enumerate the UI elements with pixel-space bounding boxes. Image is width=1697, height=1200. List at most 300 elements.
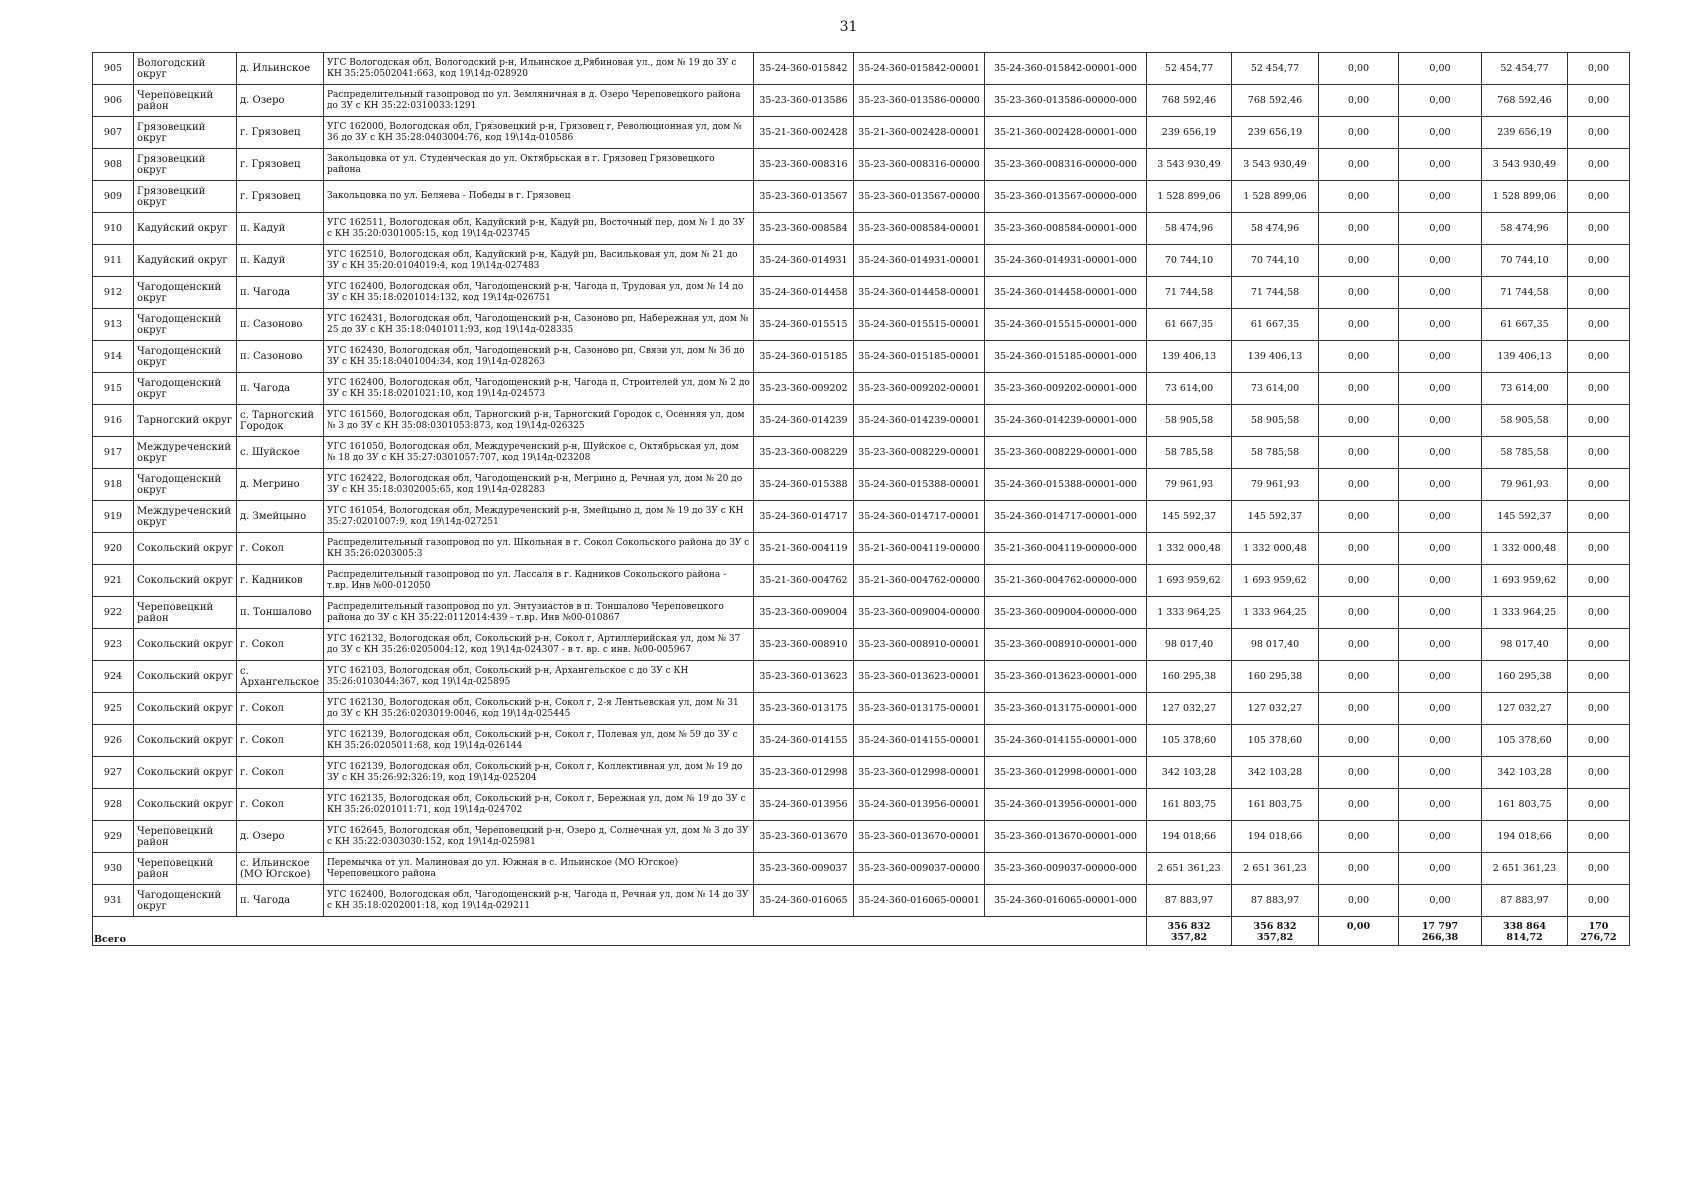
locality-cell: г. Кадников bbox=[237, 565, 324, 597]
district-cell: Грязовецкий округ bbox=[134, 181, 237, 213]
value-cell: 71 744,58 bbox=[1232, 277, 1319, 309]
locality-cell: с. Тарногский Городок bbox=[237, 405, 324, 437]
table-row bbox=[93, 725, 1630, 757]
code-cell: 35-24-360-015388 bbox=[754, 469, 854, 501]
page-number: 31 bbox=[839, 19, 858, 35]
district-cell: Чагодощенский округ bbox=[134, 277, 237, 309]
value-cell: 73 614,00 bbox=[1147, 373, 1232, 405]
code-cell: 35-23-360-009004-00000-000 bbox=[985, 597, 1147, 629]
description-cell: УГС 162103, Вологодская обл, Сокольский р-н, Архангельское с до ЗУ с КН 35:26:0103044:367, код 19\14д-025895 bbox=[324, 661, 754, 693]
code-cell: 35-23-360-009202 bbox=[754, 373, 854, 405]
description-cell: УГС 162132, Вологодская обл, Сокольский р-н, Сокол г, Артиллерийская ул, дом № 37 до ЗУ с КН 35:26:0205004:12, код 19\14д-024307 - в т. вр. с инв. №00-005967 bbox=[324, 629, 754, 661]
value-cell: 71 744,58 bbox=[1147, 277, 1232, 309]
value-cell: 0,00 bbox=[1399, 629, 1482, 661]
value-cell: 0,00 bbox=[1399, 277, 1482, 309]
total-value-cell: 0,00 bbox=[1319, 917, 1399, 946]
code-cell: 35-24-360-015185 bbox=[754, 341, 854, 373]
district-cell: Кадуйский округ bbox=[134, 213, 237, 245]
code-cell: 35-24-360-015515 bbox=[754, 309, 854, 341]
value-cell: 0,00 bbox=[1568, 725, 1630, 757]
table-row bbox=[93, 309, 1630, 341]
description-cell: УГС 161054, Вологодская обл, Междуреченский р-н, Змейцыно д, дом № 19 до ЗУ с КН 35:27:0201007:9, код 19\14д-027251 bbox=[324, 501, 754, 533]
value-cell: 0,00 bbox=[1319, 373, 1399, 405]
value-cell: 0,00 bbox=[1568, 501, 1630, 533]
code-cell: 35-24-360-015842-00001-000 bbox=[985, 53, 1147, 85]
value-cell: 58 474,96 bbox=[1147, 213, 1232, 245]
code-cell: 35-24-360-015388-00001 bbox=[854, 469, 985, 501]
value-cell: 1 333 964,25 bbox=[1482, 597, 1568, 629]
code-cell: 35-24-360-014458-00001 bbox=[854, 277, 985, 309]
code-cell: 35-23-360-013623-00001 bbox=[854, 661, 985, 693]
code-cell: 35-24-360-016065-00001 bbox=[854, 885, 985, 917]
value-cell: 87 883,97 bbox=[1482, 885, 1568, 917]
value-cell: 3 543 930,49 bbox=[1232, 149, 1319, 181]
description-cell: УГС 162139, Вологодская обл, Сокольский р-н, Сокол г, Полевая ул, дом № 59 до ЗУ с КН 35:26:0205011:68, код 19\14д-026144 bbox=[324, 725, 754, 757]
row-number-cell: 922 bbox=[93, 597, 134, 629]
code-cell: 35-23-360-008910-00001 bbox=[854, 629, 985, 661]
code-cell: 35-23-360-009037 bbox=[754, 853, 854, 885]
value-cell: 0,00 bbox=[1319, 277, 1399, 309]
code-cell: 35-23-360-008584-00001 bbox=[854, 213, 985, 245]
value-cell: 1 528 899,06 bbox=[1147, 181, 1232, 213]
value-cell: 0,00 bbox=[1568, 149, 1630, 181]
code-cell: 35-21-360-002428-00001-000 bbox=[985, 117, 1147, 149]
value-cell: 160 295,38 bbox=[1482, 661, 1568, 693]
value-cell: 145 592,37 bbox=[1232, 501, 1319, 533]
value-cell: 1 693 959,62 bbox=[1147, 565, 1232, 597]
row-number-cell: 906 bbox=[93, 85, 134, 117]
table-row bbox=[93, 693, 1630, 725]
value-cell: 0,00 bbox=[1319, 725, 1399, 757]
value-cell: 0,00 bbox=[1568, 469, 1630, 501]
row-number-cell: 924 bbox=[93, 661, 134, 693]
code-cell: 35-23-360-013670-00001 bbox=[854, 821, 985, 853]
code-cell: 35-24-360-014239-00001 bbox=[854, 405, 985, 437]
code-cell: 35-24-360-014931 bbox=[754, 245, 854, 277]
value-cell: 0,00 bbox=[1568, 277, 1630, 309]
value-cell: 160 295,38 bbox=[1232, 661, 1319, 693]
value-cell: 58 785,58 bbox=[1482, 437, 1568, 469]
code-cell: 35-24-360-014931-00001-000 bbox=[985, 245, 1147, 277]
district-cell: Сокольский округ bbox=[134, 789, 237, 821]
locality-cell: г. Сокол bbox=[237, 757, 324, 789]
district-cell: Грязовецкий округ bbox=[134, 117, 237, 149]
value-cell: 145 592,37 bbox=[1482, 501, 1568, 533]
value-cell: 61 667,35 bbox=[1147, 309, 1232, 341]
locality-cell: г. Грязовец bbox=[237, 149, 324, 181]
code-cell: 35-24-360-015388-00001-000 bbox=[985, 469, 1147, 501]
table-row bbox=[93, 629, 1630, 661]
code-cell: 35-24-360-014931-00001 bbox=[854, 245, 985, 277]
value-cell: 2 651 361,23 bbox=[1147, 853, 1232, 885]
code-cell: 35-24-360-015842 bbox=[754, 53, 854, 85]
value-cell: 0,00 bbox=[1319, 117, 1399, 149]
value-cell: 70 744,10 bbox=[1482, 245, 1568, 277]
table-row bbox=[93, 373, 1630, 405]
code-cell: 35-23-360-008584 bbox=[754, 213, 854, 245]
table-row bbox=[93, 533, 1630, 565]
description-cell: УГС 162422, Вологодская обл, Чагодощенский р-н, Мегрино д, Речная ул, дом № 20 до ЗУ с КН 35:18:0302005:65, код 19\14д-028283 bbox=[324, 469, 754, 501]
locality-cell: п. Кадуй bbox=[237, 213, 324, 245]
value-cell: 0,00 bbox=[1399, 341, 1482, 373]
locality-cell: д. Озеро bbox=[237, 85, 324, 117]
row-number-cell: 917 bbox=[93, 437, 134, 469]
district-cell: Сокольский округ bbox=[134, 629, 237, 661]
table-row bbox=[93, 437, 1630, 469]
value-cell: 79 961,93 bbox=[1147, 469, 1232, 501]
value-cell: 0,00 bbox=[1319, 789, 1399, 821]
value-cell: 0,00 bbox=[1399, 565, 1482, 597]
description-cell: УГС 162139, Вологодская обл, Сокольский р-н, Сокол г, Коллективная ул, дом № 19 до ЗУ с КН 35:26:92:326:19, код 19\14д-025204 bbox=[324, 757, 754, 789]
value-cell: 0,00 bbox=[1399, 469, 1482, 501]
value-cell: 0,00 bbox=[1399, 693, 1482, 725]
value-cell: 98 017,40 bbox=[1147, 629, 1232, 661]
value-cell: 52 454,77 bbox=[1147, 53, 1232, 85]
value-cell: 768 592,46 bbox=[1232, 85, 1319, 117]
value-cell: 127 032,27 bbox=[1232, 693, 1319, 725]
code-cell: 35-24-360-014717-00001 bbox=[854, 501, 985, 533]
code-cell: 35-23-360-008229-00001-000 bbox=[985, 437, 1147, 469]
table-row bbox=[93, 565, 1630, 597]
table-row bbox=[93, 245, 1630, 277]
data-table bbox=[92, 52, 1630, 946]
value-cell: 139 406,13 bbox=[1482, 341, 1568, 373]
value-cell: 0,00 bbox=[1319, 501, 1399, 533]
description-cell: УГС 162510, Вологодская обл, Кадуйский р-н, Кадуй рп, Васильковая ул, дом № 21 до ЗУ с КН 35:20:0104019:4, код 19\14д-027483 bbox=[324, 245, 754, 277]
district-cell: Междуреченский округ bbox=[134, 501, 237, 533]
code-cell: 35-24-360-015185-00001 bbox=[854, 341, 985, 373]
district-cell: Сокольский округ bbox=[134, 661, 237, 693]
value-cell: 71 744,58 bbox=[1482, 277, 1568, 309]
value-cell: 1 693 959,62 bbox=[1482, 565, 1568, 597]
value-cell: 0,00 bbox=[1319, 629, 1399, 661]
value-cell: 0,00 bbox=[1319, 757, 1399, 789]
code-cell: 35-24-360-014717 bbox=[754, 501, 854, 533]
value-cell: 1 333 964,25 bbox=[1147, 597, 1232, 629]
code-cell: 35-23-360-013567-00000 bbox=[854, 181, 985, 213]
value-cell: 0,00 bbox=[1319, 341, 1399, 373]
value-cell: 0,00 bbox=[1568, 373, 1630, 405]
value-cell: 0,00 bbox=[1319, 437, 1399, 469]
row-number-cell: 927 bbox=[93, 757, 134, 789]
code-cell: 35-23-360-008584-00001-000 bbox=[985, 213, 1147, 245]
code-cell: 35-21-360-002428-00001 bbox=[854, 117, 985, 149]
value-cell: 0,00 bbox=[1568, 309, 1630, 341]
value-cell: 58 785,58 bbox=[1232, 437, 1319, 469]
locality-cell: п. Сазоново bbox=[237, 309, 324, 341]
value-cell: 1 693 959,62 bbox=[1232, 565, 1319, 597]
code-cell: 35-21-360-002428 bbox=[754, 117, 854, 149]
value-cell: 79 961,93 bbox=[1482, 469, 1568, 501]
value-cell: 70 744,10 bbox=[1147, 245, 1232, 277]
value-cell: 0,00 bbox=[1319, 309, 1399, 341]
district-cell: Череповецкий район bbox=[134, 821, 237, 853]
value-cell: 0,00 bbox=[1319, 181, 1399, 213]
value-cell: 0,00 bbox=[1399, 821, 1482, 853]
code-cell: 35-21-360-004119-00000-000 bbox=[985, 533, 1147, 565]
value-cell: 342 103,28 bbox=[1147, 757, 1232, 789]
table-row bbox=[93, 117, 1630, 149]
value-cell: 768 592,46 bbox=[1482, 85, 1568, 117]
code-cell: 35-23-360-013623-00001-000 bbox=[985, 661, 1147, 693]
code-cell: 35-21-360-004119-00000 bbox=[854, 533, 985, 565]
value-cell: 0,00 bbox=[1319, 533, 1399, 565]
value-cell: 0,00 bbox=[1568, 885, 1630, 917]
table-row bbox=[93, 597, 1630, 629]
code-cell: 35-24-360-013956 bbox=[754, 789, 854, 821]
value-cell: 98 017,40 bbox=[1232, 629, 1319, 661]
district-cell: Череповецкий район bbox=[134, 853, 237, 885]
value-cell: 0,00 bbox=[1568, 789, 1630, 821]
district-cell: Череповецкий район bbox=[134, 597, 237, 629]
value-cell: 79 961,93 bbox=[1232, 469, 1319, 501]
value-cell: 127 032,27 bbox=[1147, 693, 1232, 725]
code-cell: 35-24-360-013956-00001-000 bbox=[985, 789, 1147, 821]
value-cell: 52 454,77 bbox=[1482, 53, 1568, 85]
table-row bbox=[93, 341, 1630, 373]
row-number-cell: 911 bbox=[93, 245, 134, 277]
value-cell: 145 592,37 bbox=[1147, 501, 1232, 533]
value-cell: 0,00 bbox=[1319, 661, 1399, 693]
table-row bbox=[93, 469, 1630, 501]
value-cell: 0,00 bbox=[1399, 437, 1482, 469]
table-row bbox=[93, 501, 1630, 533]
value-cell: 0,00 bbox=[1399, 853, 1482, 885]
code-cell: 35-23-360-009202-00001 bbox=[854, 373, 985, 405]
value-cell: 0,00 bbox=[1399, 373, 1482, 405]
locality-cell: г. Сокол bbox=[237, 693, 324, 725]
value-cell: 0,00 bbox=[1319, 245, 1399, 277]
code-cell: 35-21-360-004762 bbox=[754, 565, 854, 597]
district-cell: Череповецкий район bbox=[134, 85, 237, 117]
value-cell: 73 614,00 bbox=[1232, 373, 1319, 405]
row-number-cell: 920 bbox=[93, 533, 134, 565]
district-cell: Чагодощенский округ bbox=[134, 885, 237, 917]
table-row bbox=[93, 405, 1630, 437]
row-number-cell: 912 bbox=[93, 277, 134, 309]
locality-cell: д. Озеро bbox=[237, 821, 324, 853]
value-cell: 0,00 bbox=[1319, 405, 1399, 437]
code-cell: 35-24-360-016065-00001-000 bbox=[985, 885, 1147, 917]
value-cell: 1 332 000,48 bbox=[1482, 533, 1568, 565]
row-number-cell: 918 bbox=[93, 469, 134, 501]
value-cell: 342 103,28 bbox=[1232, 757, 1319, 789]
value-cell: 0,00 bbox=[1399, 725, 1482, 757]
value-cell: 58 785,58 bbox=[1147, 437, 1232, 469]
value-cell: 0,00 bbox=[1568, 341, 1630, 373]
locality-cell: д. Змейцыно bbox=[237, 501, 324, 533]
district-cell: Чагодощенский округ bbox=[134, 309, 237, 341]
total-value-cell: 356 832 357,82 bbox=[1232, 917, 1319, 946]
value-cell: 0,00 bbox=[1568, 629, 1630, 661]
description-cell: Распределительный газопровод по ул. Энтузиастов в п. Тоншалово Череповецкого района до ЗУ с КН 35:22:0112014:439 - т.вр. Инв №00-010867 bbox=[324, 597, 754, 629]
total-value-cell: 17 797 266,38 bbox=[1399, 917, 1482, 946]
row-number-cell: 910 bbox=[93, 213, 134, 245]
row-number-cell: 929 bbox=[93, 821, 134, 853]
description-cell: Распределительный газопровод по ул. Земляничная в д. Озеро Череповецкого района до ЗУ с КН 35:22:0310033:1291 bbox=[324, 85, 754, 117]
value-cell: 342 103,28 bbox=[1482, 757, 1568, 789]
value-cell: 0,00 bbox=[1399, 501, 1482, 533]
value-cell: 3 543 930,49 bbox=[1482, 149, 1568, 181]
district-cell: Чагодощенский округ bbox=[134, 341, 237, 373]
value-cell: 0,00 bbox=[1319, 597, 1399, 629]
value-cell: 73 614,00 bbox=[1482, 373, 1568, 405]
row-number-cell: 931 bbox=[93, 885, 134, 917]
value-cell: 160 295,38 bbox=[1147, 661, 1232, 693]
code-cell: 35-24-360-013956-00001 bbox=[854, 789, 985, 821]
value-cell: 0,00 bbox=[1399, 661, 1482, 693]
table-row bbox=[93, 181, 1630, 213]
code-cell: 35-21-360-004762-00000 bbox=[854, 565, 985, 597]
code-cell: 35-23-360-013670-00001-000 bbox=[985, 821, 1147, 853]
district-cell: Чагодощенский округ bbox=[134, 373, 237, 405]
table-row bbox=[93, 85, 1630, 117]
value-cell: 194 018,66 bbox=[1482, 821, 1568, 853]
description-cell: УГС 162000, Вологодская обл, Грязовецкий р-н, Грязовец г, Революционная ул, дом № 36 до ЗУ с КН 35:28:0403004:76, код 19\14д-010586 bbox=[324, 117, 754, 149]
value-cell: 239 656,19 bbox=[1482, 117, 1568, 149]
code-cell: 35-23-360-012998-00001-000 bbox=[985, 757, 1147, 789]
value-cell: 0,00 bbox=[1568, 213, 1630, 245]
code-cell: 35-23-360-013175 bbox=[754, 693, 854, 725]
locality-cell: п. Чагода bbox=[237, 277, 324, 309]
table-row bbox=[93, 213, 1630, 245]
value-cell: 0,00 bbox=[1568, 757, 1630, 789]
locality-cell: д. Ильинское bbox=[237, 53, 324, 85]
value-cell: 0,00 bbox=[1399, 85, 1482, 117]
row-number-cell: 909 bbox=[93, 181, 134, 213]
code-cell: 35-23-360-009004 bbox=[754, 597, 854, 629]
code-cell: 35-23-360-013623 bbox=[754, 661, 854, 693]
value-cell: 161 803,75 bbox=[1147, 789, 1232, 821]
value-cell: 139 406,13 bbox=[1147, 341, 1232, 373]
value-cell: 0,00 bbox=[1399, 53, 1482, 85]
district-cell: Сокольский округ bbox=[134, 565, 237, 597]
district-cell: Сокольский округ bbox=[134, 693, 237, 725]
row-number-cell: 907 bbox=[93, 117, 134, 149]
value-cell: 0,00 bbox=[1568, 181, 1630, 213]
district-cell: Чагодощенский округ bbox=[134, 469, 237, 501]
code-cell: 35-23-360-008910 bbox=[754, 629, 854, 661]
district-cell: Сокольский округ bbox=[134, 533, 237, 565]
value-cell: 0,00 bbox=[1568, 597, 1630, 629]
row-number-cell: 926 bbox=[93, 725, 134, 757]
table-row bbox=[93, 885, 1630, 917]
code-cell: 35-24-360-014239 bbox=[754, 405, 854, 437]
description-cell: УГС 162431, Вологодская обл, Чагодощенский р-н, Сазоново рп, Набережная ул, дом № 25 до ЗУ с КН 35:18:0401011:93, код 19\14д-028335 bbox=[324, 309, 754, 341]
district-cell: Грязовецкий округ bbox=[134, 149, 237, 181]
value-cell: 0,00 bbox=[1319, 213, 1399, 245]
description-cell: Перемычка от ул. Малиновая до ул. Южная в с. Ильинское (МО Югское) Череповецкого района bbox=[324, 853, 754, 885]
value-cell: 87 883,97 bbox=[1232, 885, 1319, 917]
value-cell: 0,00 bbox=[1399, 213, 1482, 245]
locality-cell: г. Сокол bbox=[237, 629, 324, 661]
value-cell: 52 454,77 bbox=[1232, 53, 1319, 85]
code-cell: 35-24-360-016065 bbox=[754, 885, 854, 917]
code-cell: 35-24-360-014155-00001-000 bbox=[985, 725, 1147, 757]
value-cell: 0,00 bbox=[1399, 245, 1482, 277]
value-cell: 0,00 bbox=[1399, 533, 1482, 565]
description-cell: УГС Вологодская обл, Вологодский р-н, Ильинское д,Рябиновая ул., дом № 19 до ЗУ с КН 35:25:0502041:663, код 19\14д-028920 bbox=[324, 53, 754, 85]
locality-cell: г. Грязовец bbox=[237, 117, 324, 149]
code-cell: 35-23-360-013586 bbox=[754, 85, 854, 117]
description-cell: УГС 162400, Вологодская обл, Чагодощенский р-н, Чагода п, Строителей ул, дом № 2 до ЗУ с КН 35:18:0201021:10, код 19\14д-024573 bbox=[324, 373, 754, 405]
code-cell: 35-23-360-013175-00001 bbox=[854, 693, 985, 725]
district-cell: Тарногский округ bbox=[134, 405, 237, 437]
code-cell: 35-23-360-008316 bbox=[754, 149, 854, 181]
row-number-cell: 930 bbox=[93, 853, 134, 885]
district-cell: Вологодский округ bbox=[134, 53, 237, 85]
locality-cell: п. Тоншалово bbox=[237, 597, 324, 629]
value-cell: 0,00 bbox=[1568, 437, 1630, 469]
value-cell: 0,00 bbox=[1319, 821, 1399, 853]
value-cell: 0,00 bbox=[1568, 405, 1630, 437]
value-cell: 58 905,58 bbox=[1232, 405, 1319, 437]
value-cell: 58 474,96 bbox=[1232, 213, 1319, 245]
code-cell: 35-23-360-009037-00000-000 bbox=[985, 853, 1147, 885]
description-cell: УГС 161560, Вологодская обл, Тарногский р-н, Тарногский Городок с, Осенняя ул, дом № 3 до ЗУ с КН 35:08:0301053:873, код 19\14д-026325 bbox=[324, 405, 754, 437]
value-cell: 3 543 930,49 bbox=[1147, 149, 1232, 181]
code-cell: 35-24-360-014717-00001-000 bbox=[985, 501, 1147, 533]
value-cell: 0,00 bbox=[1399, 405, 1482, 437]
value-cell: 105 378,60 bbox=[1482, 725, 1568, 757]
value-cell: 0,00 bbox=[1568, 533, 1630, 565]
description-cell: УГС 162130, Вологодская обл, Сокольский р-н, Сокол г, 2-я Лентьевская ул, дом № 31 до ЗУ с КН 35:26:0203019:0046, код 19\14д-025445 bbox=[324, 693, 754, 725]
row-number-cell: 919 bbox=[93, 501, 134, 533]
code-cell: 35-23-360-013567-00000-000 bbox=[985, 181, 1147, 213]
value-cell: 0,00 bbox=[1319, 53, 1399, 85]
code-cell: 35-23-360-008229-00001 bbox=[854, 437, 985, 469]
locality-cell: п. Чагода bbox=[237, 373, 324, 405]
code-cell: 35-23-360-008316-00000 bbox=[854, 149, 985, 181]
description-cell: Закольцовка по ул. Беляева - Победы в г. Грязовец bbox=[324, 181, 754, 213]
code-cell: 35-23-360-009037-00000 bbox=[854, 853, 985, 885]
value-cell: 0,00 bbox=[1568, 53, 1630, 85]
description-cell: УГС 162511, Вологодская обл, Кадуйский р-н, Кадуй рп, Восточный пер, дом № 1 до ЗУ с КН 35:20:0301005:15, код 19\14д-023745 bbox=[324, 213, 754, 245]
locality-cell: г. Сокол bbox=[237, 533, 324, 565]
table-row bbox=[93, 53, 1630, 85]
value-cell: 0,00 bbox=[1399, 789, 1482, 821]
value-cell: 0,00 bbox=[1399, 597, 1482, 629]
code-cell: 35-24-360-014155 bbox=[754, 725, 854, 757]
code-cell: 35-24-360-015515-00001-000 bbox=[985, 309, 1147, 341]
value-cell: 0,00 bbox=[1568, 821, 1630, 853]
value-cell: 98 017,40 bbox=[1482, 629, 1568, 661]
value-cell: 105 378,60 bbox=[1232, 725, 1319, 757]
value-cell: 61 667,35 bbox=[1482, 309, 1568, 341]
value-cell: 1 332 000,48 bbox=[1147, 533, 1232, 565]
table-row bbox=[93, 821, 1630, 853]
row-number-cell: 916 bbox=[93, 405, 134, 437]
code-cell: 35-23-360-009202-00001-000 bbox=[985, 373, 1147, 405]
table-row bbox=[93, 789, 1630, 821]
code-cell: 35-24-360-014239-00001-000 bbox=[985, 405, 1147, 437]
district-cell: Кадуйский округ bbox=[134, 245, 237, 277]
value-cell: 1 333 964,25 bbox=[1232, 597, 1319, 629]
table-body bbox=[93, 53, 1630, 946]
code-cell: 35-24-360-015842-00001 bbox=[854, 53, 985, 85]
value-cell: 239 656,19 bbox=[1232, 117, 1319, 149]
code-cell: 35-23-360-012998-00001 bbox=[854, 757, 985, 789]
row-number-cell: 914 bbox=[93, 341, 134, 373]
value-cell: 87 883,97 bbox=[1147, 885, 1232, 917]
value-cell: 239 656,19 bbox=[1147, 117, 1232, 149]
value-cell: 105 378,60 bbox=[1147, 725, 1232, 757]
value-cell: 0,00 bbox=[1319, 85, 1399, 117]
code-cell: 35-23-360-013175-00001-000 bbox=[985, 693, 1147, 725]
total-value-cell: 170 276,72 bbox=[1568, 917, 1630, 946]
code-cell: 35-23-360-013567 bbox=[754, 181, 854, 213]
locality-cell: д. Мегрино bbox=[237, 469, 324, 501]
